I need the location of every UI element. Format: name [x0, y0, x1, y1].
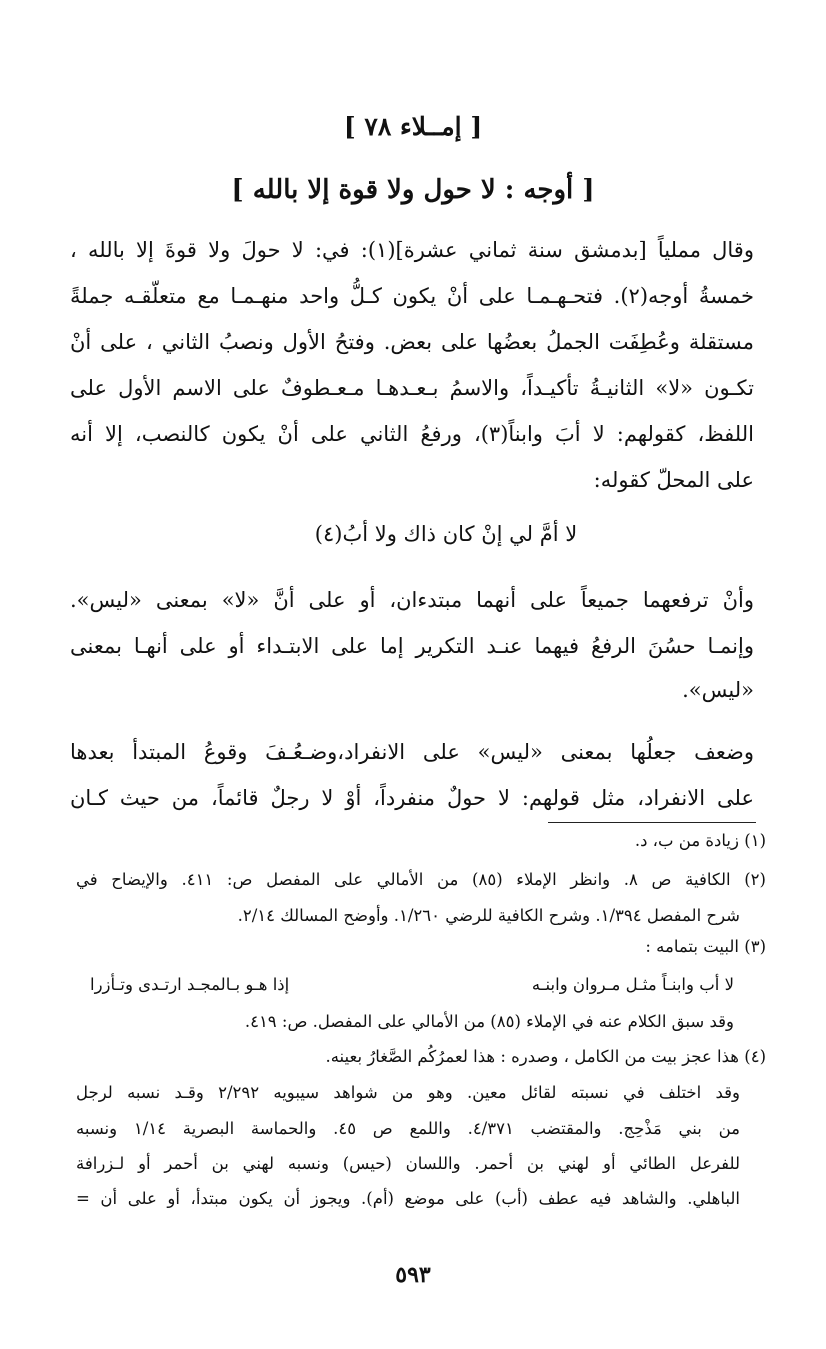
body-line: وإنمـا حسُنَ الرفعُ فيهما عنـد التكرير إما على الابتـداء أو على أنهـا بمعنى	[70, 634, 754, 658]
verse-second-hemistich: إذا هـو بـالمجـد ارتـدى وتـأزرا	[90, 975, 290, 994]
footnote-4: (٤) هذا عجز بيت من الكامل ، وصدره : هذا لعمرُكُم الصَّغارُ بعينه.	[325, 1047, 766, 1066]
footnote-4-cont: من بني مَذْحِج. والمقتضب ٤/٣٧١. واللمع ص ٤٥. والحماسة البصرية ١/١٤ ونسبه	[76, 1119, 740, 1138]
footnote-1: (١) زيادة من ب، د.	[634, 831, 766, 850]
body-line: وضعف جعلُها بمعنى «ليس» على الانفراد،وضـعُـفَ وقوعُ المبتدأ بعدها	[70, 740, 754, 764]
footnote-4-cont: وقد اختلف في نسبته لقائل معين. وهو من شواهد سيبويه ٢/٢٩٢ وقـد نسبه لرجل	[76, 1083, 740, 1102]
body-line: وأنْ ترفعهما جميعاً على أنهما مبتدءان، أو على أنَّ «لا» بمعنى «ليس».	[70, 588, 754, 612]
body-line: على الانفراد، مثل قولهم: لا حولٌ منفرداً، أوْ لا رجلٌ قائماً، من حيث كـان	[70, 786, 754, 810]
body-line: اللفظ، كقولهم: لا أبَ وابناً(٣)، ورفعُ الثاني على أنْ يكون كالنصب، إلا أنه	[70, 422, 754, 446]
body-line: خمسةُ أوجه(٢). فتحـهـمـا على أنْ يكون كـلُّ واحد منهـمـا مع متعلّقـه جملةً	[70, 284, 754, 308]
body-line: على المحلّ كقوله:	[593, 468, 754, 492]
verse-line: لا أمَّ لي إنْ كان ذاك ولا أبُ(٤)	[314, 522, 578, 546]
body-line: وقال مملياً [بدمشق سنة ثماني عشرة](١): في: لا حولَ ولا قوةَ إلا بالله ،	[70, 238, 754, 262]
body-line: مستقلة وعُطِفَت الجملُ بعضُها على بعض. وفتحُ الأول ونصبُ الثاني ، على أنْ	[70, 330, 754, 354]
footnote-3: (٣) البيت بتمامه :	[645, 937, 766, 956]
footnote-2: (٢) الكافية ص ٨. وانظر الإملاء (٨٥) من الأمالي على المفصل ص: ٤١١. والإيضاح في	[76, 870, 766, 889]
footnote-2-cont: شرح المفصل ١/٣٩٤. وشرح الكافية للرضي ١/٢٦٠. وأوضح المسالك ٢/١٤.	[237, 906, 740, 925]
footnote-separator	[548, 822, 756, 823]
verse-first-hemistich: لا أب وابنـاً مثـل مـروان وابنـه	[531, 975, 734, 994]
footnote-3-cont: وقد سبق الكلام عنه في الإملاء (٨٥) من الأمالي على المفصل. ص: ٤١٩.	[244, 1012, 734, 1031]
footnote-4-cont: الباهلي. والشاهد فيه عطف (أب) على موضع (أم). ويجوز أن يكون مبتدأ، أو على أن =	[76, 1189, 740, 1208]
page-number: ٥٩٣	[395, 1262, 431, 1288]
footnote-4-cont: للفرعل الطائي أو لهني بن أحمر. واللسان (حيس) ونسبه لهني بن أحمر أو لـزرافة	[76, 1154, 740, 1173]
body-line: تكـون «لا» الثانيـةُ تأكيـداً، والاسمُ بـعـدهـا مـعـطوفٌ على الاسم الأول على	[70, 376, 754, 400]
body-line: «ليس».	[682, 678, 754, 702]
section-title: [ أوجه : لا حول ولا قوة إلا بالله ]	[231, 175, 595, 205]
imla-number-heading: [ إمــلاء ٧٨ ]	[343, 112, 483, 141]
